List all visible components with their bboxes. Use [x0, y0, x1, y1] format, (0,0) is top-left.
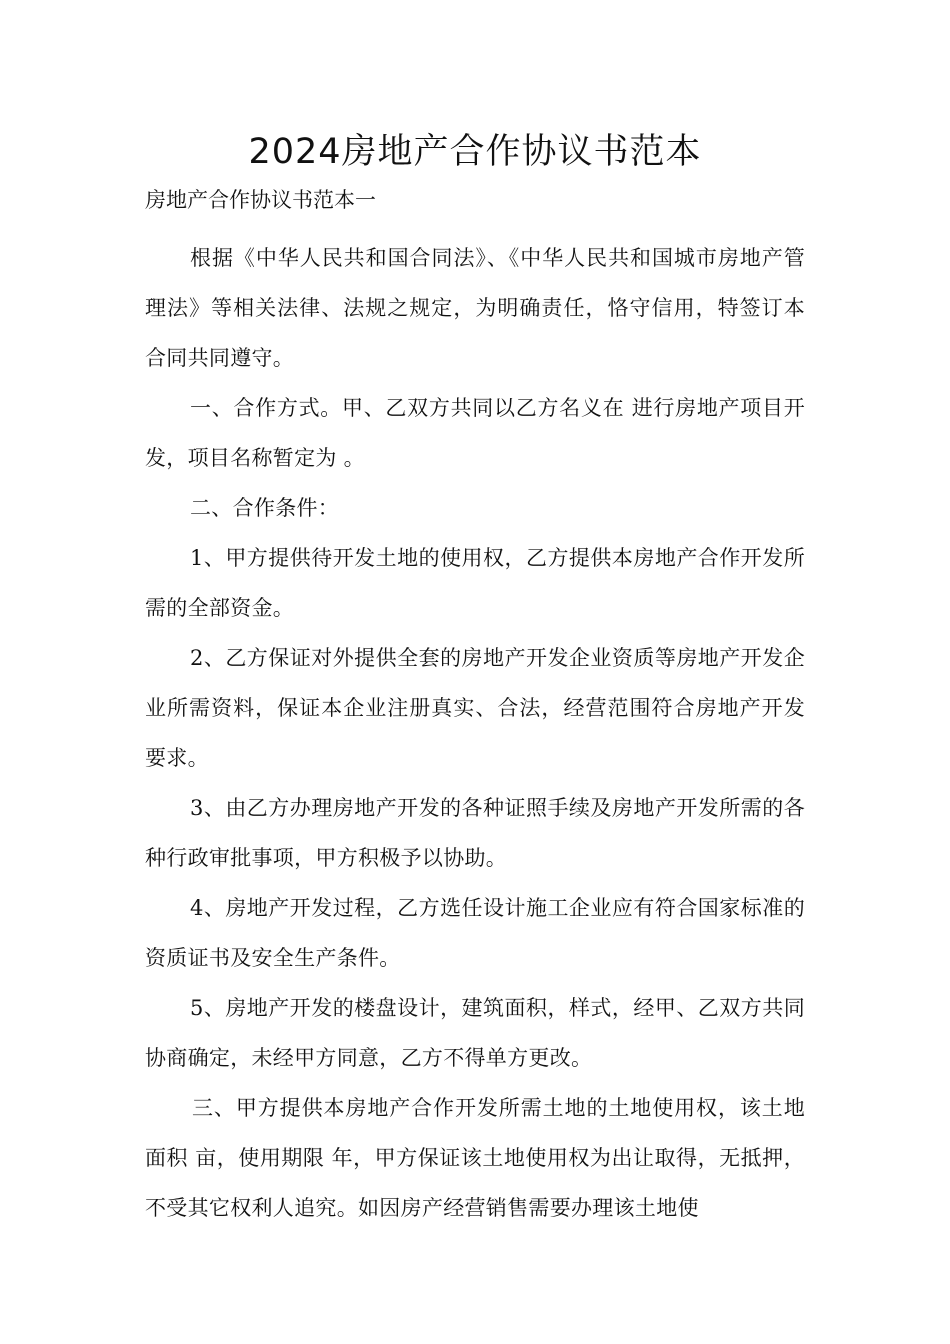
document-body: [145, 233, 805, 1233]
document-subtitle: 房地产合作协议书范本一: [145, 188, 376, 212]
paragraph-condition-5: 5、房地产开发的楼盘设计，建筑面积，样式，经甲、乙双方共同协商确定，未经甲方同意，乙方不得单方更改。: [145, 996, 805, 1070]
document-title: 2024房地产合作协议书范本: [248, 132, 702, 172]
paragraph-condition-1: 1、甲方提供待开发土地的使用权，乙方提供本房地产合作开发所需的全部资金。: [145, 546, 805, 620]
paragraph-condition-3: 3、由乙方办理房地产开发的各种证照手续及房地产开发所需的各种行政审批事项，甲方积极予以协助。: [145, 796, 805, 870]
paragraph-cooperation-conditions-heading: 二、合作条件：: [190, 496, 340, 520]
paragraph-land-use-right: 三、甲方提供本房地产合作开发所需土地的土地使用权，该土地面积 亩，使用期限 年，甲方保证该土地使用权为出让取得，无抵押，不受其它权利人追究。如因房产经营销售需要办理该土地使: [145, 1096, 805, 1220]
paragraph-legal-basis: 根据《中华人民共和国合同法》、《中华人民共和国城市房地产管理法》等相关法律、法规之规定，为明确责任，恪守信用，特签订本合同共同遵守。: [145, 246, 805, 370]
paragraph-condition-2: 2、乙方保证对外提供全套的房地产开发企业资质等房地产开发企业所需资料，保证本企业注册真实、合法，经营范围符合房地产开发要求。: [145, 646, 805, 770]
paragraph-condition-4: 4、房地产开发过程，乙方选任设计施工企业应有符合国家标准的资质证书及安全生产条件。: [145, 896, 805, 970]
paragraph-cooperation-method: 一、合作方式。甲、乙双方共同以乙方名义在 进行房地产项目开发，项目名称暂定为 。: [145, 396, 805, 470]
